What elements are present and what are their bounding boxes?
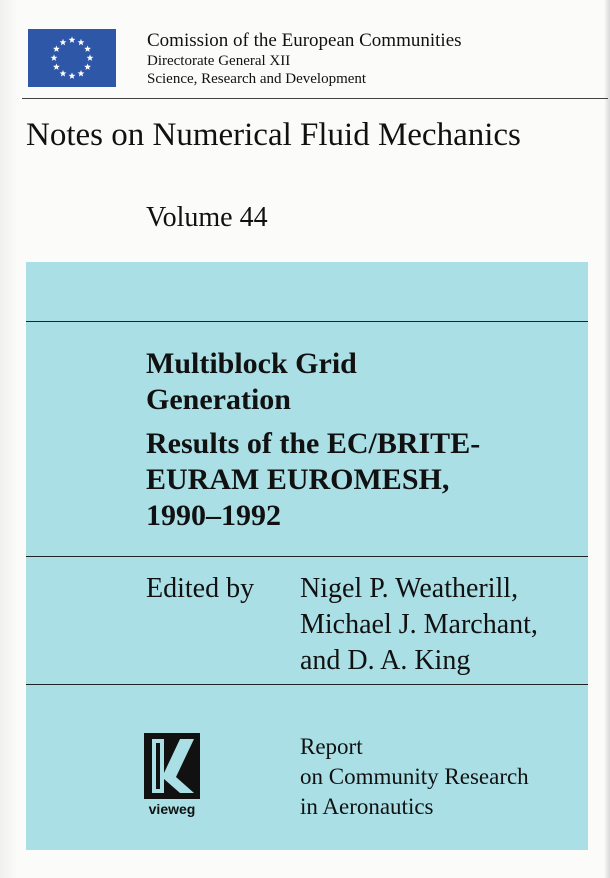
header-divider [22, 98, 608, 99]
report-description [300, 732, 590, 822]
flag-star-icon [78, 70, 85, 77]
flag-star-icon [60, 70, 67, 77]
book-subtitle-line: Results of the EC/BRITE- [146, 427, 481, 460]
organization-name: Comission of the European Communities [147, 30, 462, 51]
publisher-header [147, 30, 587, 88]
panel-divider-top [26, 321, 588, 322]
flag-star-icon [84, 63, 91, 70]
panel-divider-bottom [26, 684, 588, 685]
report-line: on Community Research [300, 764, 529, 789]
editor-name: Michael J. Marchant, [300, 609, 538, 640]
directorate-name: Directorate General XII [147, 53, 291, 69]
department-name: Science, Research and Development [147, 71, 367, 87]
editor-name: Nigel P. Weatherill, [300, 573, 519, 604]
edited-by-label: Edited by [146, 573, 255, 604]
eu-flag-icon [28, 29, 116, 87]
series-title: Notes on Numerical Fluid Mechanics [26, 117, 521, 153]
volume-number: Volume 44 [146, 202, 268, 233]
book-subtitle-line: EURAM EUROMESH, [146, 463, 450, 496]
flag-star-icon [60, 39, 67, 46]
flag-star-icon [84, 45, 91, 52]
report-line: in Aeronautics [300, 794, 434, 819]
book-title-line: Generation [146, 383, 291, 416]
flag-star-icon [87, 54, 94, 61]
editor-name: and D. A. King [300, 645, 471, 676]
flag-star-icon [51, 54, 58, 61]
editor-list [300, 571, 590, 679]
report-line: Report [300, 734, 363, 759]
book-title-line: Multiblock Grid [146, 347, 357, 380]
publisher-logo-text: vieweg [148, 801, 196, 817]
flag-star-icon [69, 36, 76, 43]
book-subtitle-line: 1990–1992 [146, 499, 281, 532]
flag-star-icon [69, 72, 76, 79]
spine-edge [0, 0, 18, 878]
flag-star-icon [78, 39, 85, 46]
vieweg-logo [142, 733, 202, 817]
book-subtitle [146, 426, 576, 534]
book-title [146, 346, 576, 418]
panel-divider-middle [26, 556, 588, 557]
flag-star-icon [53, 63, 60, 70]
flag-star-icon [53, 45, 60, 52]
